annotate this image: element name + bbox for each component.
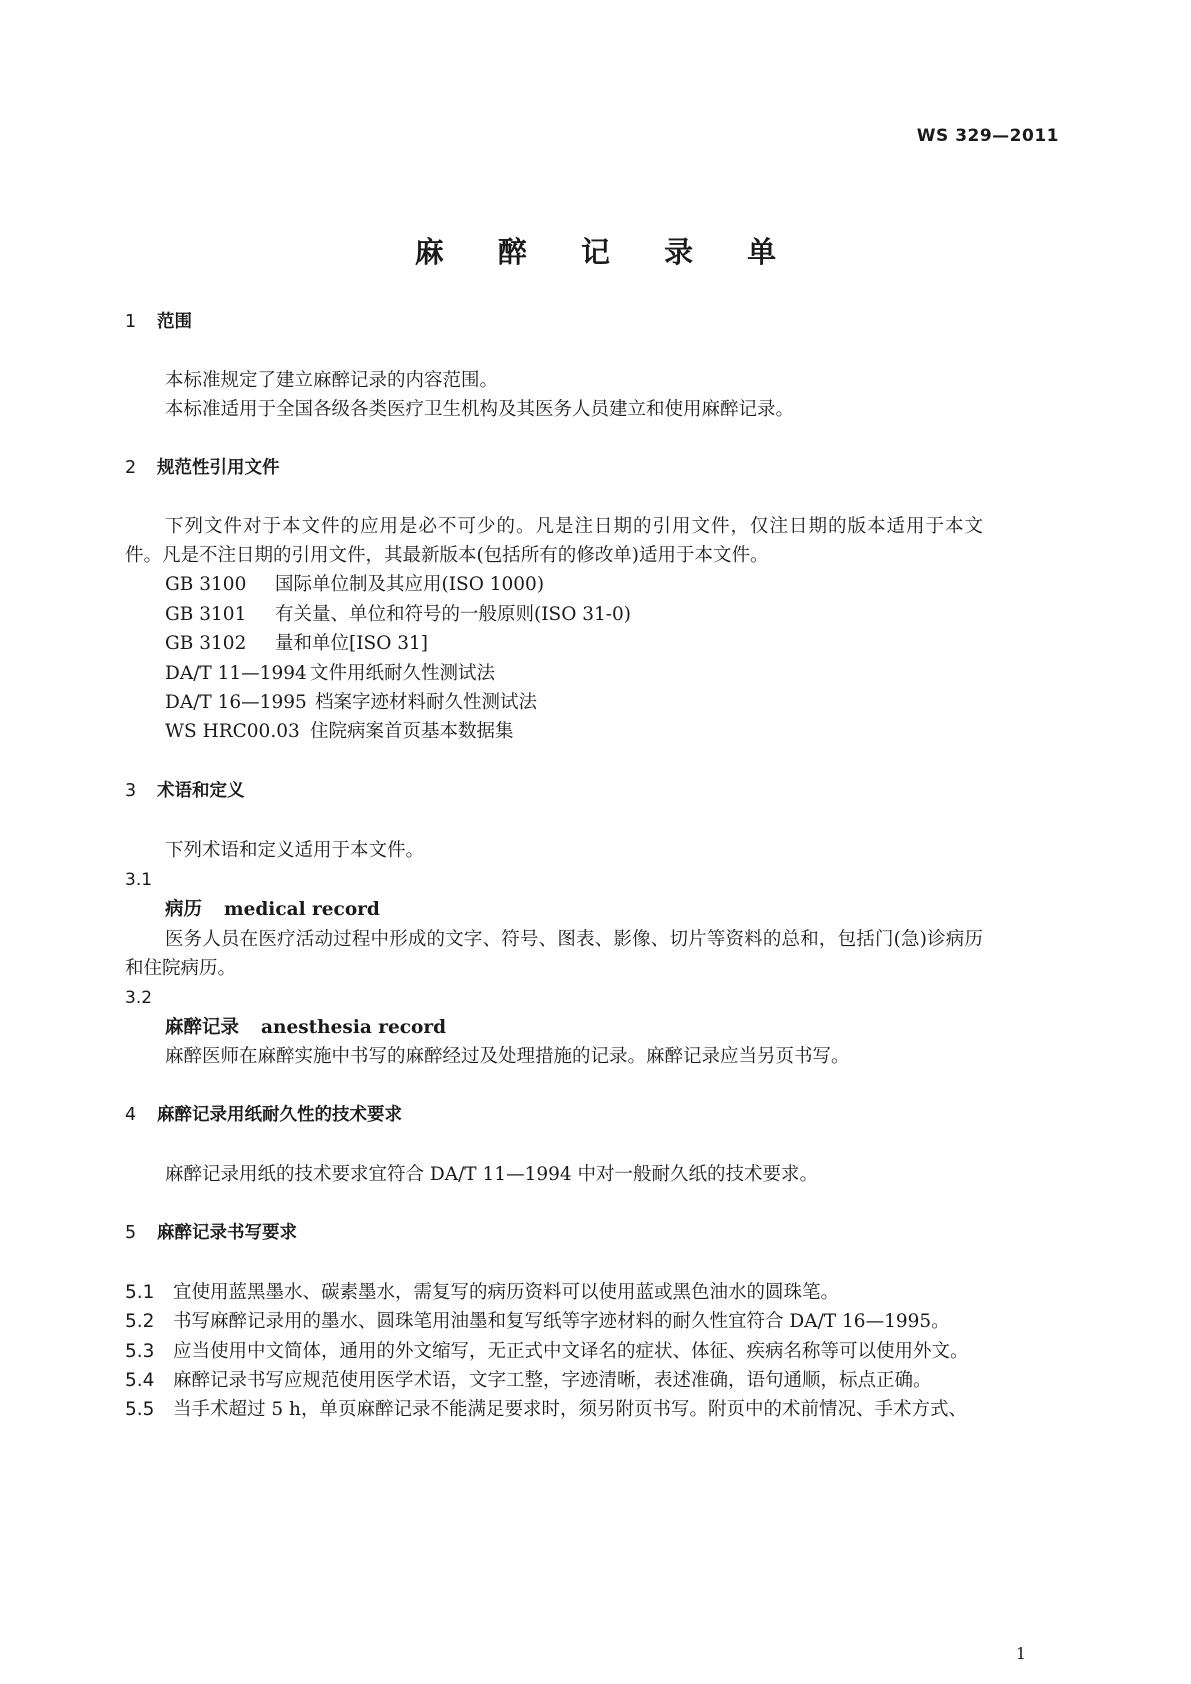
reference-title: 国际单位制及其应用(ISO 1000) bbox=[275, 574, 545, 595]
section-title: 范围 bbox=[157, 312, 192, 332]
requirement-text: 应当使用中文简体，通用的外文缩写，无正式中文译名的症状、体征、疾病名称等可以使用外文。 bbox=[173, 1341, 969, 1362]
reference-item bbox=[165, 694, 537, 713]
term-number: 3.2 bbox=[125, 988, 153, 1008]
term-definition: 麻醉医师在麻醉实施中书写的麻醉经过及处理措施的记录。麻醉记录应当另页书写。 bbox=[165, 1046, 850, 1067]
term-number: 3.1 bbox=[125, 870, 153, 890]
term-en: medical record bbox=[224, 899, 380, 920]
term-heading bbox=[165, 1019, 446, 1038]
term-zh: 病历 bbox=[165, 899, 203, 920]
requirement-text: 书写麻醉记录用的墨水、圆珠笔用油墨和复写纸等字迹材料的耐久性宜符合 DA/T 16—1995。 bbox=[173, 1311, 950, 1332]
section-number: 3 bbox=[125, 781, 137, 801]
section-2-paragraph-2: 件。凡是不注日期的引用文件，其最新版本(包括所有的修改单)适用于本文件。 bbox=[125, 545, 769, 566]
section-4-paragraph: 麻醉记录用纸的技术要求宜符合 DA/T 11—1994 中对一般耐久纸的技术要求。 bbox=[165, 1164, 819, 1185]
requirement-item bbox=[125, 1343, 969, 1362]
reference-code: GB 3100 bbox=[165, 574, 247, 595]
requirement-text: 麻醉记录书写应规范使用医学术语，文字工整，字迹清晰，表述准确，语句通顺，标点正确。 bbox=[173, 1370, 932, 1391]
requirement-number: 5.1 bbox=[125, 1282, 155, 1303]
reference-title: 量和单位[ISO 31] bbox=[275, 633, 429, 654]
reference-item bbox=[165, 606, 631, 625]
reference-code: WS HRC00.03 bbox=[165, 721, 300, 742]
requirement-number: 5.2 bbox=[125, 1311, 155, 1332]
term-definition-continued: 和住院病历。 bbox=[125, 958, 237, 979]
term-definition: 医务人员在医疗活动过程中形成的文字、符号、图表、影像、切片等资料的总和，包括门(急)诊病历 bbox=[165, 929, 983, 950]
section-5-heading bbox=[125, 1225, 297, 1243]
requirement-text: 当手术超过 5 h，单页麻醉记录不能满足要求时，须另附页书写。附页中的术前情况、手术方式、 bbox=[173, 1399, 967, 1420]
section-3-heading bbox=[125, 783, 245, 801]
requirement-number: 5.5 bbox=[125, 1399, 155, 1420]
reference-code: DA/T 11—1994 bbox=[165, 663, 307, 684]
requirement-text: 宜使用蓝黑墨水、碳素墨水，需复写的病历资料可以使用蓝或黑色油水的圆珠笔。 bbox=[173, 1282, 840, 1303]
section-title: 麻醉记录用纸耐久性的技术要求 bbox=[157, 1105, 402, 1125]
section-1-paragraph-2: 本标准适用于全国各级各类医疗卫生机构及其医务人员建立和使用麻醉记录。 bbox=[165, 399, 795, 420]
term-en: anesthesia record bbox=[261, 1017, 447, 1038]
requirement-number: 5.3 bbox=[125, 1341, 155, 1362]
reference-code: GB 3101 bbox=[165, 604, 247, 625]
term-heading bbox=[165, 901, 380, 920]
standard-number: WS 329—2011 bbox=[916, 126, 1059, 146]
reference-item bbox=[165, 635, 428, 654]
requirement-item bbox=[125, 1401, 967, 1420]
section-number: 1 bbox=[125, 312, 137, 332]
reference-item bbox=[165, 723, 514, 742]
reference-title: 文件用纸耐久性测试法 bbox=[310, 663, 496, 684]
document-title: 麻 醉 记 录 单 bbox=[414, 235, 799, 269]
section-title: 麻醉记录书写要求 bbox=[157, 1223, 297, 1243]
reference-title: 档案字迹材料耐久性测试法 bbox=[315, 692, 538, 713]
reference-item bbox=[165, 576, 544, 595]
section-3-intro: 下列术语和定义适用于本文件。 bbox=[165, 840, 425, 861]
reference-code: DA/T 16—1995 bbox=[165, 692, 307, 713]
page-number: 1 bbox=[1015, 1644, 1026, 1663]
section-number: 4 bbox=[125, 1105, 137, 1125]
requirement-item bbox=[125, 1372, 932, 1391]
term-zh: 麻醉记录 bbox=[165, 1017, 240, 1038]
section-2-paragraph-1: 下列文件对于本文件的应用是必不可少的。凡是注日期的引用文件，仅注日期的版本适用于本文 bbox=[165, 516, 983, 537]
reference-title: 有关量、单位和符号的一般原则(ISO 31-0) bbox=[275, 604, 632, 625]
section-4-heading bbox=[125, 1107, 402, 1125]
reference-title: 住院病案首页基本数据集 bbox=[310, 721, 514, 742]
reference-code: GB 3102 bbox=[165, 633, 247, 654]
section-1-paragraph-1: 本标准规定了建立麻醉记录的内容范围。 bbox=[165, 370, 499, 391]
section-number: 2 bbox=[125, 458, 137, 478]
section-1-heading bbox=[125, 314, 192, 332]
section-number: 5 bbox=[125, 1223, 137, 1243]
requirement-item bbox=[125, 1313, 950, 1332]
requirement-item bbox=[125, 1284, 839, 1303]
section-title: 规范性引用文件 bbox=[157, 458, 280, 478]
requirement-number: 5.4 bbox=[125, 1370, 155, 1391]
reference-item bbox=[165, 665, 495, 684]
section-title: 术语和定义 bbox=[157, 781, 245, 801]
section-2-heading bbox=[125, 460, 280, 478]
